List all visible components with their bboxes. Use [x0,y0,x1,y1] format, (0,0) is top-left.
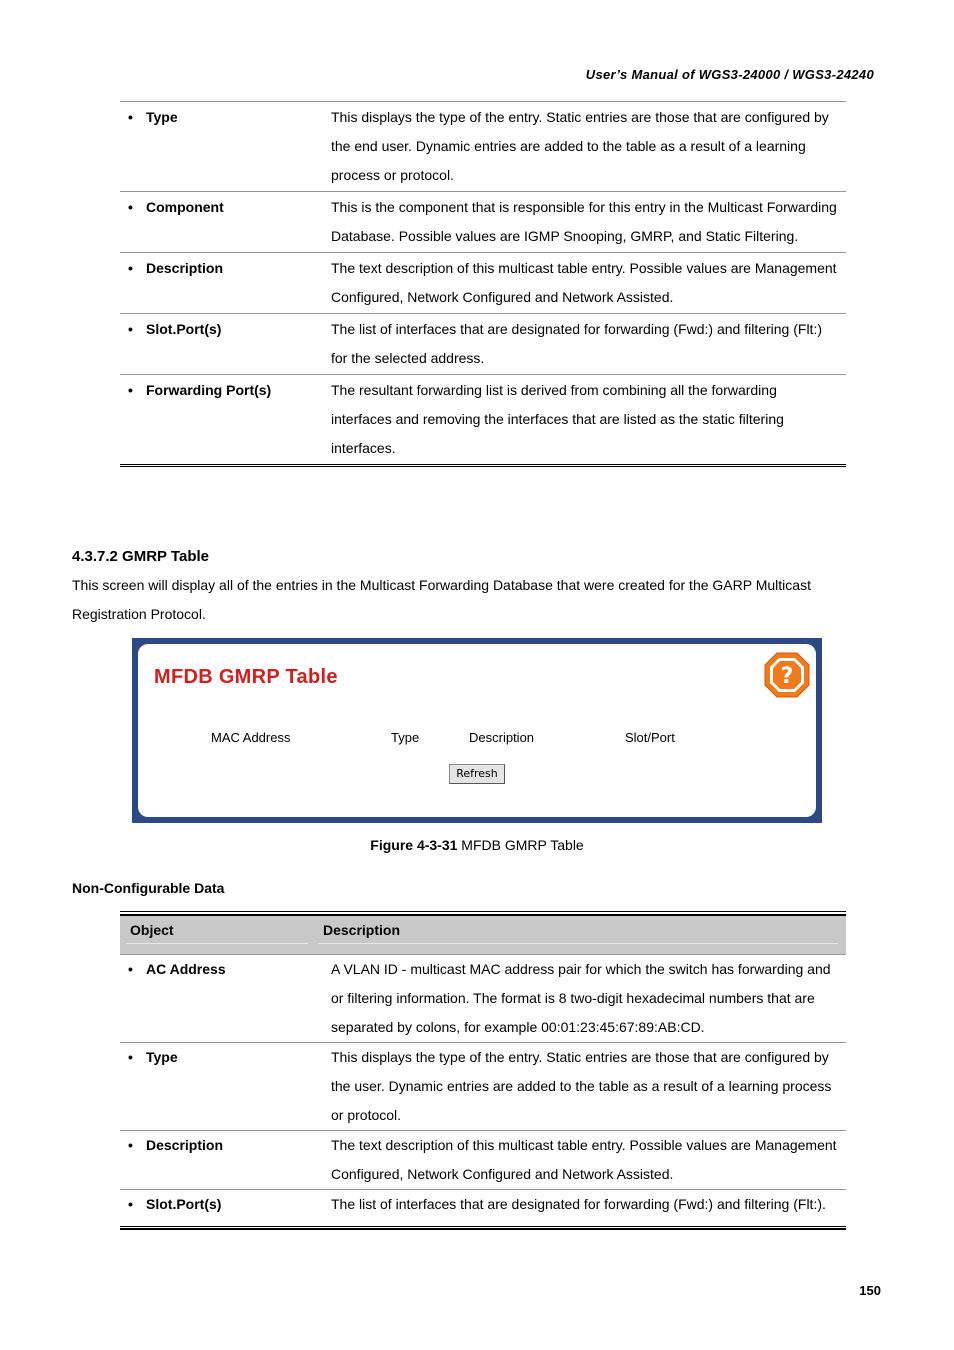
bullet-icon: • [128,260,133,276]
table-row [120,1131,846,1190]
object-label: Description [146,260,224,276]
object-description: The list of interfaces that are designated for forwarding (Fwd:) and filtering (Flt:) for the selected address. [328,314,846,375]
table-row [120,253,846,314]
definition-table-1 [120,101,846,467]
table-row [120,955,846,1043]
bullet-icon: • [128,1196,133,1212]
object-label: Slot.Port(s) [146,1196,222,1212]
object-description: This displays the type of the entry. Static entries are those that are configured by the end user. Dynamic entries are added to the table as a result of a learning process or protocol. [328,102,846,192]
figure-label: Figure 4-3-31 [370,837,458,853]
header-object: Object [130,922,174,938]
table-row [120,192,846,253]
table-bottom-rule [120,1226,846,1230]
object-description: This is the component that is responsible for this entry in the Multicast Forwarding Database. Possible values are IGMP Snooping, GMRP, and Static Filtering. [328,192,846,253]
table-header [120,916,846,954]
header-description: Description [323,922,401,938]
object-description: The text description of this multicast table entry. Possible values are Management Configured, Network Configured and Network Assisted. [328,253,846,314]
object-description: A VLAN ID - multicast MAC address pair for which the switch has forwarding and or filtering information. The format is 8 two-digit hexadecimal numbers that are separated by colons, for example 00:01:23:45:67:89:AB:CD. [328,955,846,1043]
column-header-mac-address: MAC Address [211,730,291,745]
bullet-icon: • [128,961,133,977]
table-row [120,375,846,466]
page-number: 150 [859,1283,881,1298]
table-row [120,1190,846,1220]
object-label: Type [146,1049,178,1065]
object-description: The text description of this multicast table entry. Possible values are Management Configured, Network Configured and Network Assisted. [328,1131,846,1190]
bullet-icon: • [128,1137,133,1153]
table-row [120,1043,846,1131]
object-description: The list of interfaces that are designated for forwarding (Fwd:) and filtering (Flt:). [328,1190,846,1220]
object-description: This displays the type of the entry. Static entries are those that are configured by the user. Dynamic entries are added to the table as a result of a learning process or protocol. [328,1043,846,1131]
svg-text:?: ? [780,664,794,689]
definition-table-2 [120,954,846,1219]
header-underline [318,943,838,944]
mfdb-gmrp-panel [132,638,822,823]
column-header-description: Description [469,730,535,745]
help-question-icon[interactable] [762,650,812,700]
bullet-icon: • [128,1049,133,1065]
subheading: Non-Configurable Data [72,880,225,896]
table-row [120,314,846,375]
object-label: Slot.Port(s) [146,321,222,337]
refresh-button[interactable]: Refresh [449,764,505,784]
page-header: User’s Manual of WGS3-24000 / WGS3-24240 [585,67,874,82]
object-label: Description [146,1137,224,1153]
section-paragraph: This screen will display all of the entries in the Multicast Forwarding Database that were created for the GARP Multicast Registration Protocol. [72,577,811,622]
object-description: The resultant forwarding list is derived from combining all the forwarding interfaces and removing the interfaces that are listed as the static filtering interfaces. [328,375,846,466]
figure-caption [0,837,954,853]
bullet-icon: • [128,382,133,398]
object-label: Component [146,199,224,215]
object-label: Type [146,109,178,125]
bullet-icon: • [128,199,133,215]
table-row [120,102,846,192]
bullet-icon: • [128,321,133,337]
panel-body [138,644,816,817]
column-header-type: Type [391,730,420,745]
figure-caption-text: MFDB GMRP Table [457,837,584,853]
object-label: Forwarding Port(s) [146,382,272,398]
section-title: 4.3.7.2 GMRP Table [72,548,209,565]
object-label: AC Address [146,961,226,977]
panel-title: MFDB GMRP Table [154,666,338,688]
bullet-icon: • [128,109,133,125]
header-underline [126,943,308,944]
column-header-slot-port: Slot/Port [625,730,675,745]
